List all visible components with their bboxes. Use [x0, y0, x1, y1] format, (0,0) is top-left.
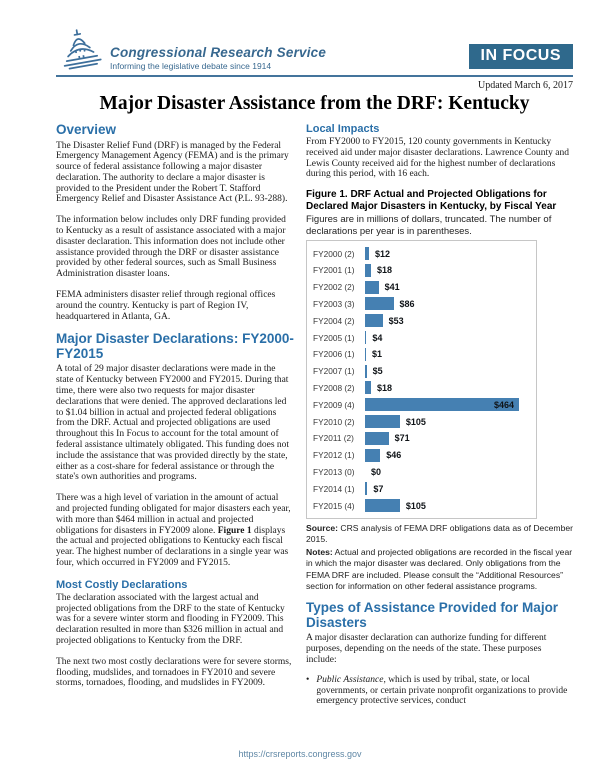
bullet-rest-text: , which is used by tribal, state, or local governments, or certain private nonprofit organizations to provide emergency protective services, conduct	[316, 674, 568, 707]
chart-bar	[365, 247, 369, 260]
chart-category-label: FY2014 (1)	[313, 483, 355, 494]
chart-bar	[365, 482, 367, 495]
chart-value-label: $5	[372, 366, 383, 377]
chart-bar	[365, 432, 389, 445]
in-focus-badge: IN FOCUS	[469, 44, 573, 69]
figure-notes	[306, 547, 573, 593]
chart-category-label: FY2000 (2)	[313, 248, 355, 259]
capitol-dome-icon	[56, 26, 102, 73]
chart-bar	[365, 365, 367, 378]
chart-category-label: FY2008 (2)	[313, 382, 355, 393]
chart-row	[313, 380, 531, 397]
crs-reports-link[interactable]: https://crsreports.congress.gov	[238, 749, 362, 759]
chart-value-label: $18	[376, 265, 392, 276]
crs-brand	[56, 26, 326, 73]
chart-row	[313, 413, 531, 430]
brand-text	[110, 46, 326, 73]
costly-paragraph-2: The next two most costly declarations were for severe storms, flooding, mudslides, and tornadoes in FY2010 and severe storms, tornadoes, flooding, and mudslides in FY2009.	[56, 656, 292, 689]
chart-bar	[365, 449, 380, 462]
right-column	[306, 123, 573, 707]
bullet-text	[316, 675, 573, 707]
chart-bar	[365, 348, 366, 361]
chart-category-label: FY2001 (1)	[313, 265, 355, 276]
types-of-assistance-heading: Types of Assistance Provided for Major Disasters	[306, 600, 559, 630]
local-impacts-heading: Local Impacts	[306, 123, 380, 135]
chart-row	[313, 480, 531, 497]
notes-text: Actual and projected obligations are recorded in the fiscal year in which the major disaster was declared. Only obligations from the FEMA DRF are included. Please consult the “Additional Resources” section for information on other federal assistance programs.	[306, 546, 573, 591]
chart-bar-track	[365, 432, 531, 445]
chart-category-label: FY2015 (4)	[313, 500, 355, 511]
chart-value-label: $71	[394, 433, 410, 444]
chart-category-label: FY2007 (1)	[313, 366, 355, 377]
chart-value-label: $12	[374, 248, 390, 259]
overview-paragraph-3: FEMA administers disaster relief through regional offices around the country. Kentucky is part of Region IV, headquartered in Atlanta, GA.	[56, 290, 276, 322]
chart-value-label: $18	[376, 382, 392, 393]
chart-row	[313, 279, 531, 296]
chart-row	[313, 464, 531, 481]
public-assistance-term: Public Assistance	[316, 674, 384, 685]
chart-bar-track	[365, 499, 531, 512]
chart-bar-track	[365, 264, 531, 277]
bullet-marker: •	[306, 674, 310, 685]
overview-paragraph-1: The Disaster Relief Fund (DRF) is managed by the Federal Emergency Management Agency (FEMA) and is the primary source of federal assistance following a major disaster declaration. The authority to declare a major disaster is provided to the President under the Robert T. Stafford Emergency Relief and Disaster Assistance Act (P.L. 93-288).	[56, 140, 289, 205]
chart-bar	[365, 499, 400, 512]
chart-bar-track	[365, 398, 531, 411]
chart-row	[313, 430, 531, 447]
chart-category-label: FY2009 (4)	[313, 399, 355, 410]
local-impacts-paragraph: From FY2000 to FY2015, 120 county governments in Kentucky received aid under major disaster declarations. Lawrence County and Lewis County received aid for the highest number of declarations during this period, with 16 each.	[306, 137, 569, 180]
chart-row	[313, 296, 531, 313]
assistance-bullet-item	[306, 675, 573, 707]
chart-category-label: FY2004 (2)	[313, 315, 355, 326]
header-divider	[56, 75, 573, 77]
chart-row	[313, 245, 531, 262]
chart-row	[313, 497, 531, 514]
chart-bar-track	[365, 365, 531, 378]
chart-bar	[365, 331, 366, 344]
chart-row	[313, 396, 531, 413]
chart-row	[313, 363, 531, 380]
chart-value-label: $1	[372, 349, 383, 360]
chart-value-label: $41	[384, 282, 400, 293]
chart-bar-track	[365, 247, 531, 260]
chart-bar	[365, 415, 400, 428]
chart-row	[313, 329, 531, 346]
chart-category-label: FY2006 (1)	[313, 349, 355, 360]
declarations-p2-text: There was a high level of variation in the amount of actual and projected funding obligated for major disasters each year, with more than $464 million in actual and projected obligations for disasters in FY2009 alone.	[56, 493, 291, 536]
chart-bar-track	[365, 449, 531, 462]
chart-value-label: $7	[373, 483, 384, 494]
chart-bar-track	[365, 482, 531, 495]
chart-category-label: FY2013 (0)	[313, 466, 355, 477]
chart-category-label: FY2010 (2)	[313, 416, 355, 427]
chart-bar	[365, 297, 394, 310]
chart-category-label: FY2011 (2)	[313, 433, 354, 444]
chart-bar-track	[365, 415, 531, 428]
content-columns	[56, 123, 573, 707]
figure-1-reference: Figure 1	[217, 525, 252, 536]
most-costly-heading: Most Costly Declarations	[56, 578, 188, 591]
chart-value-label: $0	[371, 466, 382, 477]
notes-label: Notes:	[306, 546, 333, 557]
chart-bar	[365, 314, 383, 327]
chart-row	[313, 312, 531, 329]
brand-name: Congressional Research Service	[110, 44, 327, 60]
overview-paragraph-2: The information below includes only DRF funding provided to Kentucky as a result of assistance associated with a major disaster declaration. This information does not include other assistance provided through the DRF or disaster assistance provided by other federal sources, such as Small Business Administration disaster loans.	[56, 215, 286, 280]
declarations-paragraph-2	[56, 493, 294, 569]
source-text: CRS analysis of FEMA DRF obligations data as of December 2015.	[306, 522, 573, 545]
chart-value-label: $53	[388, 315, 404, 326]
declarations-paragraph-1: A total of 29 major disaster declarations were made in the state of Kentucky between FY2000 and FY2015. During that time, there were also two requests for major disaster declarations that were denied. The approved declarations led to $1.04 billion in actual and projected federal obligations from the DRF. Actual and projected obligations are used throughout this In Focus to account for the total amount of federal assistance ultimately obligated. This funding does not include the assistance that was provided directly by the state, either as a cost-share for federal assistance or through the state's own authorities and programs.	[56, 364, 290, 483]
chart-bar	[365, 281, 379, 294]
chart-category-label: FY2005 (1)	[313, 332, 355, 343]
header	[56, 26, 573, 73]
chart-bar-track	[365, 297, 531, 310]
chart-category-label: FY2003 (3)	[313, 298, 355, 309]
declarations-p2-text-after: displays the actual and projected obligations to Kentucky each fiscal year. The highest number of declarations in a single year was four, which occurred in FY2009 and FY2015.	[56, 525, 289, 568]
chart-row	[313, 262, 531, 279]
chart-value-label: $46	[386, 450, 402, 461]
chart-row	[313, 346, 531, 363]
figure-chart-rows	[313, 245, 531, 514]
figure-caption: Figure 1. DRF Actual and Projected Obligations for Declared Major Disasters in Kentucky, by Fiscal Year	[306, 189, 557, 213]
declarations-heading: Major Disaster Declarations: FY2000-FY2015	[56, 331, 294, 361]
chart-bar	[365, 398, 519, 411]
overview-heading: Overview	[56, 122, 117, 137]
chart-value-label: $4	[372, 332, 383, 343]
chart-row	[313, 447, 531, 464]
chart-category-label: FY2002 (2)	[313, 282, 355, 293]
chart-value-label: $105	[405, 416, 426, 427]
figure-source-note	[306, 523, 573, 546]
updated-date: Updated March 6, 2017	[478, 80, 573, 91]
left-column	[56, 123, 294, 707]
brand-tagline: Informing the legislative debate since 1914	[110, 61, 272, 72]
chart-category-label: FY2012 (1)	[313, 450, 355, 461]
chart-bar-track	[365, 281, 531, 294]
costly-paragraph-1: The declaration associated with the largest actual and projected obligations from the DRF to the state of Kentucky was for a severe winter storm and flooding in FY2009. This declaration resulted in more than $326 million in actual and projected obligations to Kentucky from the DRF.	[56, 592, 285, 646]
chart-value-label: $105	[405, 500, 426, 511]
chart-bar-track	[365, 331, 531, 344]
chart-bar	[365, 264, 371, 277]
figure-1-bar-chart	[306, 240, 537, 519]
figure-subcaption: Figures are in millions of dollars, truncated. The number of declarations per year is in parentheses.	[306, 214, 552, 237]
page-title: Major Disaster Assistance from the DRF: Kentucky	[99, 93, 530, 114]
chart-bar-track	[365, 381, 531, 394]
types-paragraph: A major disaster declaration can authorize funding for different purposes, depending on the needs of the state. These purposes include:	[306, 633, 547, 665]
chart-bar-track	[365, 314, 531, 327]
source-label: Source:	[306, 522, 338, 533]
chart-value-label: $464	[494, 399, 515, 410]
chart-value-label: $86	[399, 298, 415, 309]
chart-bar-track	[365, 348, 531, 361]
chart-bar-track	[365, 465, 531, 478]
page-footer	[0, 744, 600, 762]
chart-bar	[365, 381, 371, 394]
